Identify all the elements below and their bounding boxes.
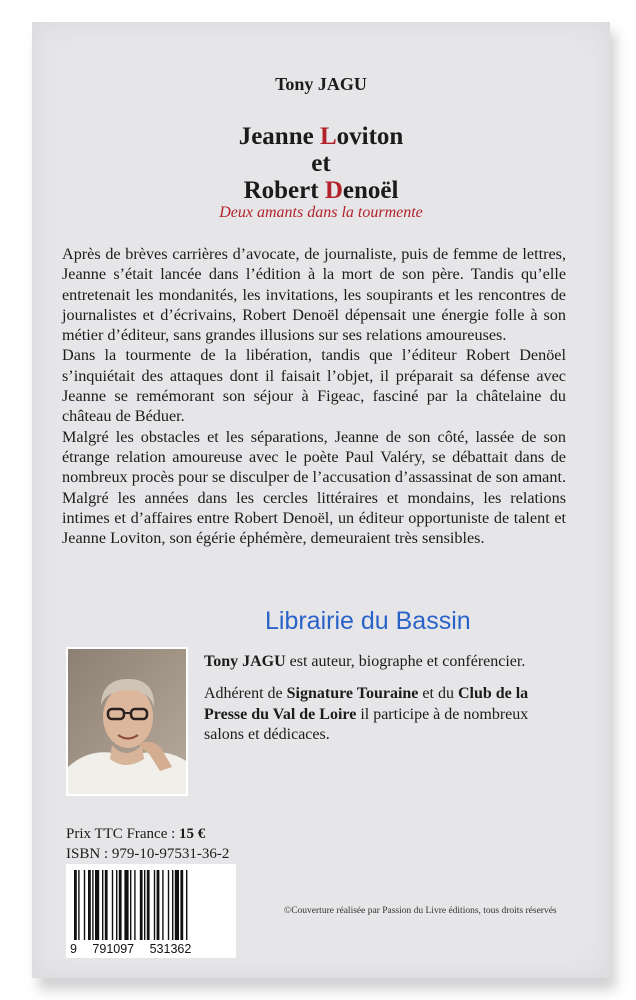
- barcode-bar: [102, 870, 103, 940]
- barcode-bar: [186, 870, 187, 940]
- barcode-bar: [162, 870, 163, 940]
- barcode-bar: [130, 870, 131, 940]
- barcode-bar: [140, 870, 143, 940]
- barcode-bar: [168, 870, 169, 940]
- book-back-cover: [32, 22, 610, 978]
- blurb-paragraph-1: Après de brèves carrières d’avocate, de journaliste, puis de femme de lettres, Jeanne s’était lancée dans l’édition à la mort de son père. Tandis qu’elle entretenait les mondanités, les invitations, les soupirants et les rencontres de journalistes et d’écrivains, Robert Denoël dépensait une énergie folle à son métier d’éditeur, sans grandes illusions sur ses relations amoureuses.: [62, 245, 566, 345]
- seller-watermark: Librairie du Bassin: [265, 607, 471, 635]
- barcode-bar: [157, 870, 160, 940]
- barcode-bar: [180, 870, 183, 940]
- barcode-bar: [134, 870, 135, 940]
- barcode-bar: [116, 870, 117, 940]
- barcode-bar: [88, 870, 91, 940]
- author-portrait-icon: [68, 649, 186, 794]
- cover-credit: ©Couverture réalisée par Passion du Livre éditions, tous droits réservés: [284, 906, 557, 916]
- author-bio-membership: [204, 684, 544, 746]
- author-photo: [66, 647, 188, 796]
- price-value: 15 €: [179, 826, 206, 842]
- title-line-1-post: oviton: [336, 123, 404, 150]
- blurb: [62, 244, 566, 548]
- barcode-bar: [154, 870, 155, 940]
- barcode-bar: [172, 870, 173, 940]
- barcode-bar: [112, 870, 113, 940]
- barcode-bar: [144, 870, 145, 940]
- barcode-bars-icon: [66, 864, 236, 942]
- book-subtitle: Deux amants dans la tourmente: [219, 204, 423, 221]
- title-initial-l: L: [319, 123, 337, 150]
- title-line-1-pre: Jeanne: [238, 123, 320, 150]
- barcode-bar: [92, 870, 93, 940]
- title-line-3: [32, 177, 610, 205]
- bio-text-c: et du: [418, 685, 458, 702]
- bio-text-a: Adhérent de: [204, 685, 287, 702]
- barcode-digits: 9 791097 531362: [70, 942, 192, 956]
- price-label: Prix TTC France :: [66, 826, 180, 842]
- bio-name: Tony JAGU: [204, 653, 286, 670]
- title-line-2: et: [311, 150, 331, 177]
- barcode-bar: [74, 870, 77, 940]
- barcode-bar: [84, 870, 85, 940]
- author-name: Tony JAGU: [275, 74, 367, 94]
- bio-org-signature-touraine: Signature Touraine: [286, 685, 419, 702]
- title-initial-d: D: [324, 177, 343, 204]
- title-line-1: [32, 123, 610, 151]
- author-bio-line: [204, 652, 544, 673]
- title-line-3-post: enoël: [342, 177, 399, 204]
- bio-org-club-presse: Club de la Presse du Val de Loire: [204, 685, 529, 723]
- blurb-paragraph-3: Malgré les obstacles et les séparations, Jeanne de son côté, lassée de son étrange relation amoureuse avec le poète Paul Valéry, se débattait dans de nombreux procès pour se disculper de l’accusation d’assassinat de son amant. Malgré les années dans les cercles littéraires et mondains, les relations intimes et d’affaires entre Robert Denoël, un éditeur opportuniste de talent et Jeanne Loviton, son égérie éphémère, demeuraient très sensibles.: [62, 427, 566, 548]
- price-line: [66, 824, 229, 844]
- barcode-bar: [175, 870, 179, 940]
- bio-text-e: il participe à de nombreux salons et dédicaces.: [204, 705, 529, 743]
- barcode-bar: [105, 870, 108, 940]
- price-block: [66, 824, 229, 864]
- barcode-bar: [124, 870, 128, 940]
- barcode-bar: [78, 870, 79, 940]
- barcode-bar: [95, 870, 99, 940]
- bio-description: est auteur, biographe et conférencier.: [285, 653, 526, 670]
- isbn-line: ISBN : 979-10-97531-36-2: [66, 846, 230, 862]
- isbn-barcode: [66, 864, 236, 958]
- barcode-bar: [119, 870, 122, 940]
- blurb-paragraph-2: Dans la tourmente de la libération, tandis que l’éditeur Robert Denöel s’inquiétait des attaques dont il faisait l’objet, il préparait sa défense avec Jeanne se remémorant son séjour à Figeac, fasciné par la châtelaine du château de Béduer.: [62, 346, 566, 426]
- barcode-bar: [147, 870, 150, 940]
- title-line-3-pre: Robert: [243, 177, 325, 204]
